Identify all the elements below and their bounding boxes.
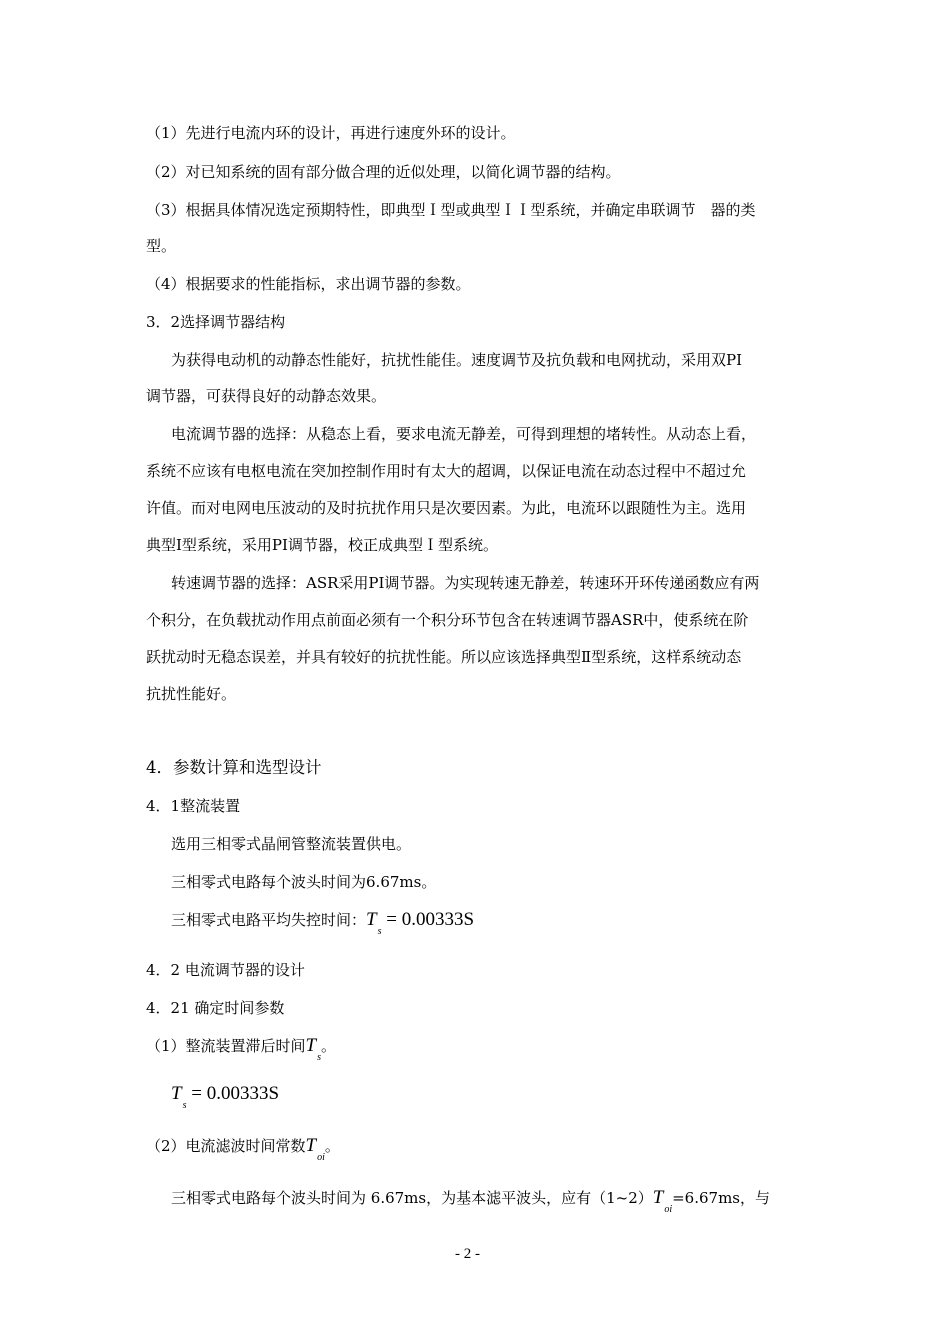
ts-formula-label: 三相零式电路平均失控时间： <box>171 911 367 929</box>
section-4-2-heading: 4．2 电流调节器的设计 <box>146 961 305 979</box>
section-4-1-line-2: 三相零式电路每个波头时间为6.67ms。 <box>171 873 437 891</box>
step-2: （2）对已知系统的固有部分做合理的近似处理，以简化调节器的结构。 <box>146 163 621 181</box>
toi-symbol: T <box>305 1135 317 1156</box>
section-4-21-heading: 4．21 确定时间参数 <box>146 999 285 1017</box>
ts-subscript: s <box>377 926 382 937</box>
last-line-symbol <box>652 1187 673 1215</box>
ts-formula-line <box>171 909 475 937</box>
current-regulator-line-1: 电流调节器的选择：从稳态上看，要求电流无静差，可得到理想的堵转性。从动态上看， <box>171 425 757 443</box>
ts-formula-standalone <box>171 1083 280 1111</box>
toi-subscript: oi <box>317 1152 325 1163</box>
last-line-part-b: =6.67ms，与 <box>672 1189 770 1207</box>
ts-symbol: T <box>171 1083 182 1104</box>
item-2-label: （2）电流滤波时间常数 <box>146 1137 306 1155</box>
current-regulator-line-2: 系统不应该有电枢电流在突加控制作用时有太大的超调，以保证电流在动态过程中不超过允 <box>146 462 747 480</box>
item-2-end: 。 <box>324 1137 340 1155</box>
last-line <box>171 1187 770 1215</box>
step-4: （4）根据要求的性能指标，求出调节器的参数。 <box>146 275 471 293</box>
toi-symbol: T <box>652 1187 664 1208</box>
item-1-line <box>146 1035 337 1063</box>
item-1-symbol <box>305 1035 322 1063</box>
ts-symbol: T <box>366 909 377 930</box>
ts-formula <box>171 1083 280 1111</box>
last-line-part-a: 三相零式电路每个波头时间为 6.67ms，为基本滤平波头，应有（1~2） <box>171 1189 653 1207</box>
ts-value: = 0.00333S <box>191 1083 280 1104</box>
current-regulator-line-3: 许值。而对电网电压波动的及时抗扰作用只是次要因素。为此，电流环以跟随性为主。选用 <box>146 499 747 517</box>
ts-symbol: T <box>305 1035 317 1056</box>
ts-formula <box>366 909 475 937</box>
section-4-1-heading: 4．1整流装置 <box>146 797 241 815</box>
item-2-line <box>146 1135 340 1163</box>
intro-line-1: 为获得电动机的动静态性能好，抗扰性能佳。速度调节及抗负载和电网扰动，采用双PI <box>171 351 743 369</box>
page-number: - 2 - <box>455 1246 480 1262</box>
speed-regulator-line-4: 抗扰性能好。 <box>146 685 237 703</box>
speed-regulator-line-3: 跃扰动时无稳态误差，并具有较好的抗扰性能。所以应该选择典型Ⅱ型系统，这样系统动态 <box>146 648 742 666</box>
section-4-1-line-1: 选用三相零式晶闸管整流装置供电。 <box>171 835 412 853</box>
section-3-2-heading: 3．2选择调节器结构 <box>146 313 286 331</box>
step-3: （3）根据具体情况选定预期特性，即典型Ｉ型或典型ＩＩ型系统，并确定串联调节 器的类 <box>146 201 756 219</box>
speed-regulator-line-1: 转速调节器的选择：ASR采用PI调节器。为实现转速无静差，转速环开环传递函数应有两 <box>171 574 760 592</box>
ts-subscript: s <box>182 1100 187 1111</box>
ts-subscript: s <box>317 1052 322 1063</box>
intro-line-2: 调节器，可获得良好的动静态效果。 <box>146 387 387 405</box>
ts-value: = 0.00333S <box>386 909 475 930</box>
toi-subscript: oi <box>664 1204 673 1215</box>
current-regulator-line-4: 典型Ⅰ型系统，采用PI调节器，校正成典型Ｉ型系统。 <box>146 536 498 554</box>
section-4-heading: 4．参数计算和选型设计 <box>146 758 322 777</box>
step-3-continued: 型。 <box>146 237 177 255</box>
step-1: （1）先进行电流内环的设计，再进行速度外环的设计。 <box>146 124 516 142</box>
speed-regulator-line-2: 个积分，在负载扰动作用点前面必须有一个积分环节包含在转速调节器ASR中，使系统在阶 <box>146 611 749 629</box>
item-1-end: 。 <box>321 1037 337 1055</box>
item-2-symbol <box>305 1135 325 1163</box>
item-1-label: （1）整流装置滞后时间 <box>146 1037 306 1055</box>
